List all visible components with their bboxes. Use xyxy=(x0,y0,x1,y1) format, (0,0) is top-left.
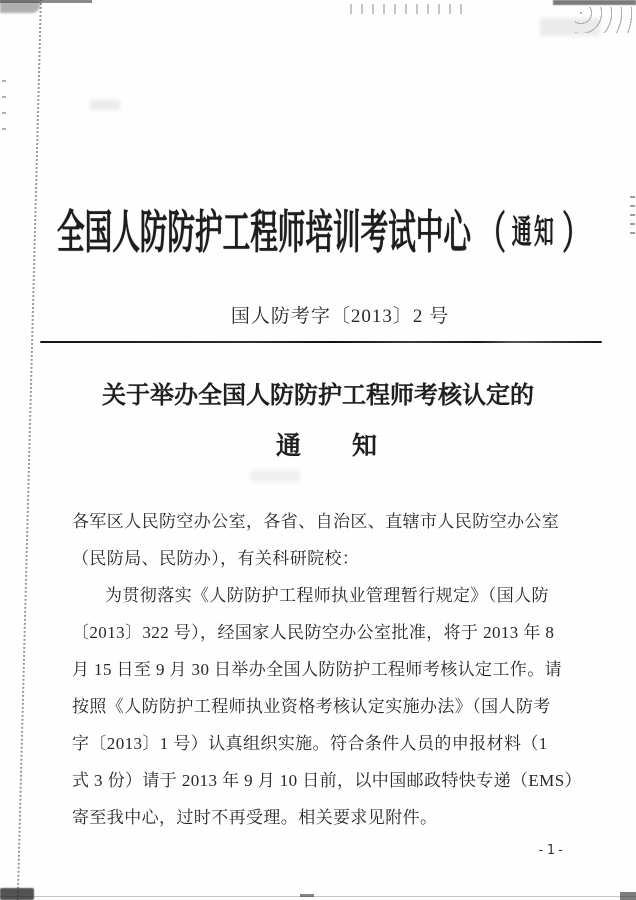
masthead-paren-open: （ xyxy=(479,209,506,258)
notice-body xyxy=(72,503,582,836)
body-line: 寄至我中心，过时不再受理。相关要求见附件。 xyxy=(72,808,438,827)
masthead-paren-close: ） xyxy=(562,209,589,258)
scan-artifact-bottom-middle-tick xyxy=(300,894,314,897)
scan-artifact-top-left-line xyxy=(0,0,92,3)
scan-artifact-bottom-left-mark xyxy=(0,888,34,900)
org-name: 全国人防防护工程师培训考试中心 xyxy=(57,207,472,258)
body-line: 月 15 日至 9 月 30 日举办全国人防防护工程师考核认定工作。请 xyxy=(72,660,562,679)
scan-artifact-bottom-right-mark xyxy=(620,892,636,900)
body-line: 字〔2013〕1 号）认真组织实施。符合条件人员的申报材料（1 xyxy=(72,734,548,753)
org-masthead xyxy=(57,200,589,258)
notice-title-line1: 关于举办全国人防防护工程师考核认定的 xyxy=(102,383,534,409)
body-line: 〔2013〕322 号），经国家人民防空办公室批准，将于 2013 年 8 xyxy=(72,623,555,642)
scan-artifact-top-right-line xyxy=(553,0,636,5)
scan-artifact-top-left-blob xyxy=(0,0,40,13)
scan-artifact-left-specks xyxy=(2,80,6,140)
masthead-doc-type-label: 通知 xyxy=(511,214,557,251)
scan-artifact-bottom-edge xyxy=(0,896,636,897)
body-line: 式 3 份）请于 2013 年 9 月 10 日前，以中国邮政特快专递（EMS） xyxy=(72,771,582,790)
scan-artifact-top-right-speckle xyxy=(575,7,633,33)
notice-title-line2: 通 知 xyxy=(275,433,390,460)
body-line: 各军区人民防空办公室，各省、自治区、直辖市人民防空办公室 xyxy=(72,512,560,531)
body-line: 按照《人防防护工程师执业资格考核认定实施办法》（国人防考 xyxy=(72,697,551,716)
scan-artifact-top-middle-speckle xyxy=(350,4,470,14)
scan-artifact-smudge xyxy=(540,18,600,36)
divider-rule xyxy=(40,341,602,343)
body-line: （民防局、民防办），有关科研院校： xyxy=(72,549,360,568)
body-line: 为贯彻落实《人防防护工程师执业管理暂行规定》（国人防 xyxy=(105,586,549,605)
page-number: -1- xyxy=(537,843,567,858)
scan-artifact-smudge xyxy=(250,470,300,482)
scan-artifact-right-specks xyxy=(630,196,635,240)
scan-artifact-smudge xyxy=(90,100,120,110)
document-number: 国人防考字〔2013〕2 号 xyxy=(230,306,450,327)
